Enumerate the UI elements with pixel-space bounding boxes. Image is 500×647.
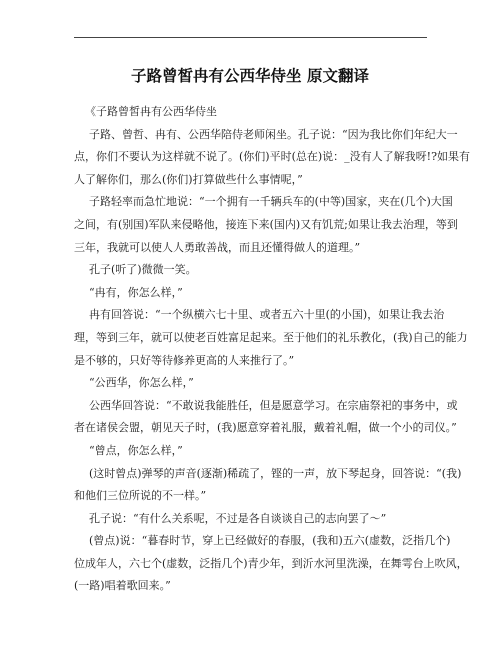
text-line: 冉有回答说：“一个纵横六七十里、或者五六十里(的小国)，如果让我去治 [89, 308, 445, 322]
text-line: 点，你们不要认为这样就不说了。(你们)平时(总在)说：_没有人了解我呀!?如果有 [74, 150, 470, 164]
document-body [74, 101, 470, 598]
text-line: (一路)唱着歌回来。” [74, 579, 171, 593]
text-line: 理，等到三年，就可以使老百姓富足起来。至于他们的礼乐教化，(我)自己的能力 [74, 330, 468, 344]
text-line: 者在诸侯会盟，朝见天子时，(我)愿意穿着礼服，戴着礼帽，做一个小的司仪。” [74, 421, 457, 435]
text-line: (曾点)说：“暮春时节，穿上已经做好的春服，(我和)五六(虚数，泛指几个) [89, 534, 451, 548]
text-line: 孔子说：“有什么关系呢，不过是各自谈谈自己的志向罢了～” [89, 511, 387, 525]
text-line: (这时曾点)弹琴的声音(逐渐)稀疏了，铿的一声，放下琴起身，回答说：“(我) [89, 466, 462, 480]
text-line: 孔子(听了)微微一笑。 [89, 263, 197, 277]
text-line: 公西华回答说：“不敢说我能胜任，但是愿意学习。在宗庙祭祀的事务中，或 [89, 398, 458, 412]
text-line: 是不够的，只好等待修养更高的人来推行了。” [74, 353, 295, 367]
header-rule [74, 37, 427, 38]
document-title: 子路曾皙冉有公西华侍坐 原文翻译 [131, 67, 369, 85]
text-line: 三年，我就可以使人人勇敢善战，而且还懂得做人的道理。” [74, 240, 361, 254]
text-line: 人了解你们，那么(你们)打算做些什么事情呢，” [74, 172, 303, 186]
text-line: 子路、曾哲、冉有、公西华陪侍老师闲坐。孔子说：“因为我比你们年纪大一 [89, 127, 458, 141]
text-line: “公西华，你怎么样，” [89, 376, 194, 390]
text-line: “冉有，你怎么样，” [89, 285, 183, 299]
text-line: 子路轻率而急忙地说：“一个拥有一千辆兵车的(中等)国家，夹在(几个)大国 [89, 195, 453, 209]
text-line: 之间，有(别国)军队来侵略他，接连下来(国内)又有饥荒;如果让我去治理，等到 [74, 217, 458, 231]
text-line: 和他们三位所说的不一样。” [74, 489, 207, 503]
text-line: 《子路曾皙冉有公西华侍坐 [85, 105, 217, 118]
text-line: 位成年人，六七个(虚数，泛指几个)青少年，到沂水河里洗澡，在舞雩台上吹风， [74, 556, 468, 570]
text-line: “曾点，你怎么样，” [89, 443, 183, 457]
